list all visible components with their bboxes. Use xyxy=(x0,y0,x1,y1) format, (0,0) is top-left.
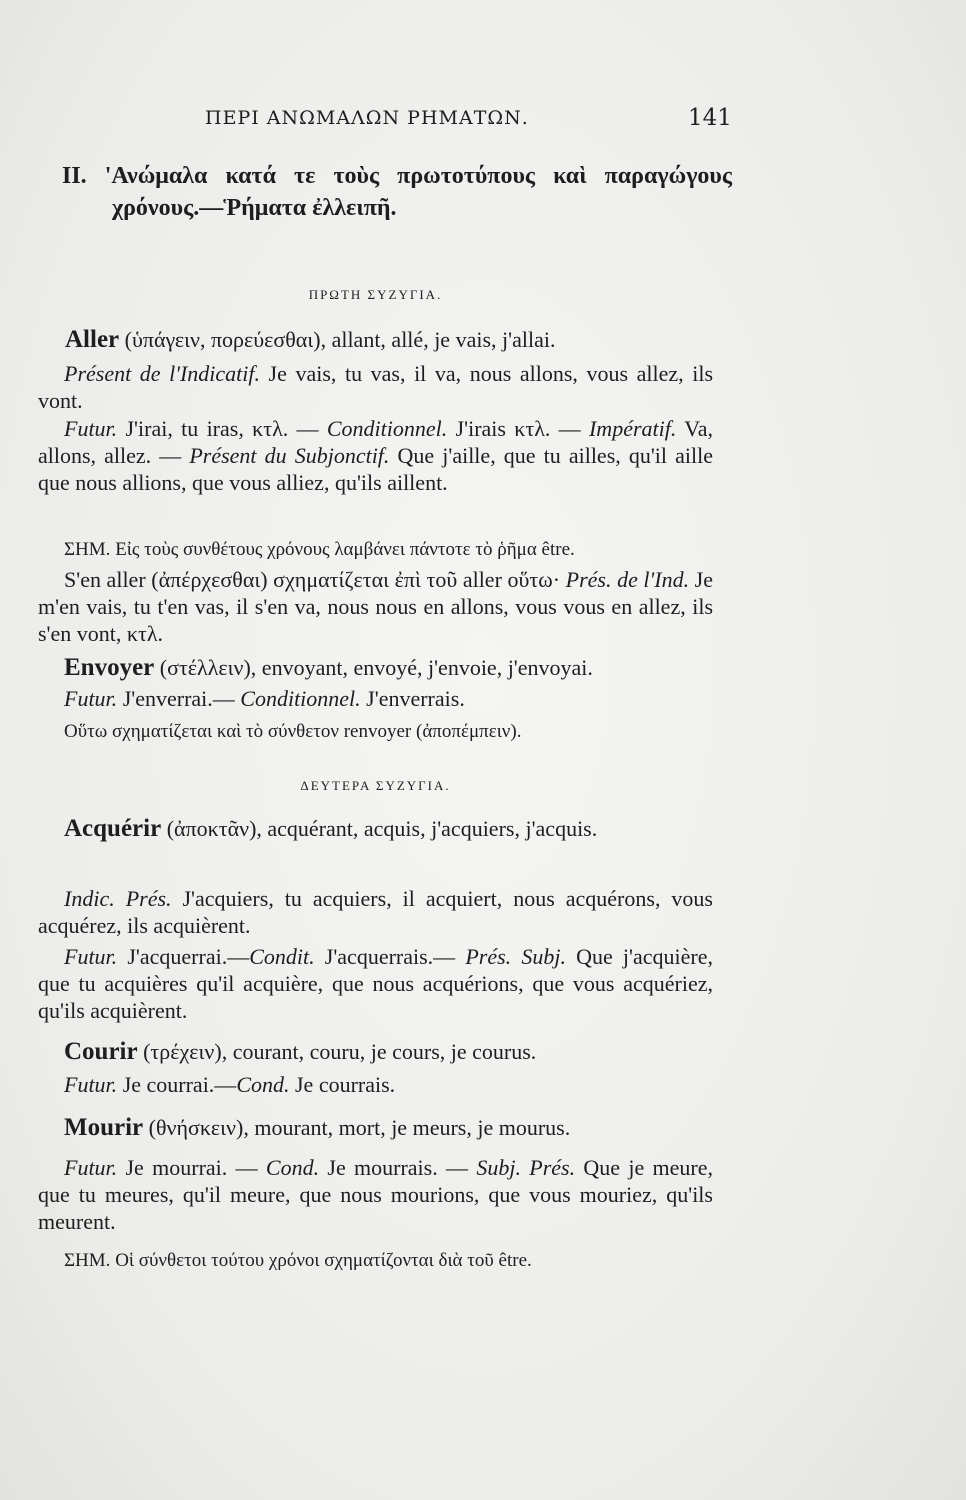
page-number: 141 xyxy=(688,105,732,131)
gloss-aller: (ὑπάγειν, πορεύεσθαι), allant, allé, je vais, j'allai. xyxy=(119,327,556,352)
entry-envoyer: Envoyer (στέλλειν), envoyant, envoyé, j'envoie, j'envoyai. xyxy=(64,654,593,681)
note-mourir: ΣΗΜ. Οἱ σύνθετοι τούτου χρόνοι σχηματίζονται διὰ τοῦ être. xyxy=(64,1250,532,1271)
chapter-heading: II. 'Ανώμαλα κατά τε τοὺς πρωτοτύπους καὶ παραγώγους χρόνους.—Ῥήματα ἐλλειπῆ. xyxy=(62,163,732,221)
running-head: ΠΕΡΙ ΑΝΩΜΑΛΩΝ ΡΗΜΑΤΩΝ. xyxy=(205,107,529,129)
lemma-courir: Courir xyxy=(64,1038,138,1065)
entry-courir: Courir (τρέχειν), courant, couru, je cours, je courus. xyxy=(64,1038,537,1065)
mourir-tenses: Futur. Je mourrai. — Cond. Je mourrais. — Subj. Prés. Que je meure, que tu meures, qu'il meure, que nous mourions, que vous mouriez, qu'ils meurent. xyxy=(38,1155,714,1234)
acquerir-tenses: Futur. J'acquerrai.—Condit. J'acquerrais.— Prés. Subj. Que j'acquière, que tu acquières qu'il acquière, que nous acquérions, que vous acquériez, qu'ils acquièrent. xyxy=(38,944,713,1023)
lemma-envoyer: Envoyer xyxy=(64,654,155,681)
aller-conjugation: Présent de l'Indicatif. Je vais, tu vas, il va, nous allons, vous allez, ils vont. xyxy=(38,361,714,413)
lemma-mourir: Mourir xyxy=(64,1114,144,1141)
lemma-acquerir: Acquérir xyxy=(64,815,162,842)
section-title-second-conjugation: ΔΕΥΤΕΡΑ ΣΥΖΥΓΙΑ. xyxy=(300,778,451,793)
lemma-aller: Aller xyxy=(65,326,120,353)
show-through-shadow xyxy=(150,80,750,104)
envoyer-futur: Futur. J'enverrai.— Conditionnel. J'enverrais. xyxy=(64,686,465,711)
page-header xyxy=(0,103,966,143)
note-s-en-aller: S'en aller (ἀπέρχεσθαι) σχηματίζεται ἐπὶ τοῦ aller οὕτω· Prés. de l'Ind. Je m'en vais, tu t'en vas, il s'en va, nous nous en allons, vous vous en allez, ils s'en vont, κτλ. xyxy=(38,567,714,646)
entry-aller xyxy=(65,326,710,353)
section-title-first-conjugation: ΠΡΩΤΗ ΣΥΖΥΓΙΑ. xyxy=(308,287,443,302)
aller-tenses: Futur. J'irai, tu iras, κτλ. — Conditionnel. J'irais κτλ. — Impératif. Va, allons, allez. — Présent du Subjonctif. Que j'aille, que tu ailles, qu'il aille que nous allions, que vous alliez, qu'ils aillent. xyxy=(38,416,713,495)
note-aller: ΣΗΜ. Εἰς τοὺς συνθέτους χρόνους λαμβάνει πάντοτε τὸ ῥῆμα être. xyxy=(64,539,575,560)
envoyer-note: Οὕτω σχηματίζεται καὶ τὸ σύνθετον renvoyer (ἀποπέμπειν). xyxy=(64,721,522,742)
courir-futur: Futur. Je courrai.—Cond. Je courrais. xyxy=(64,1072,396,1097)
note-label: ΣΗΜ. xyxy=(64,539,111,560)
label-present-indicatif: Présent de l'Indicatif. xyxy=(64,361,260,386)
entry-acquerir: Acquérir (ἀποκτᾶν), acquérant, acquis, j'acquiers, j'acquis. xyxy=(64,815,598,842)
entry-mourir: Mourir (θνήσκειν), mourant, mort, je meurs, je mourus. xyxy=(64,1114,571,1141)
acquerir-indicatif: Indic. Prés. J'acquiers, tu acquiers, il acquiert, nous acquérons, vous acquérez, ils acquièrent. xyxy=(38,886,713,938)
